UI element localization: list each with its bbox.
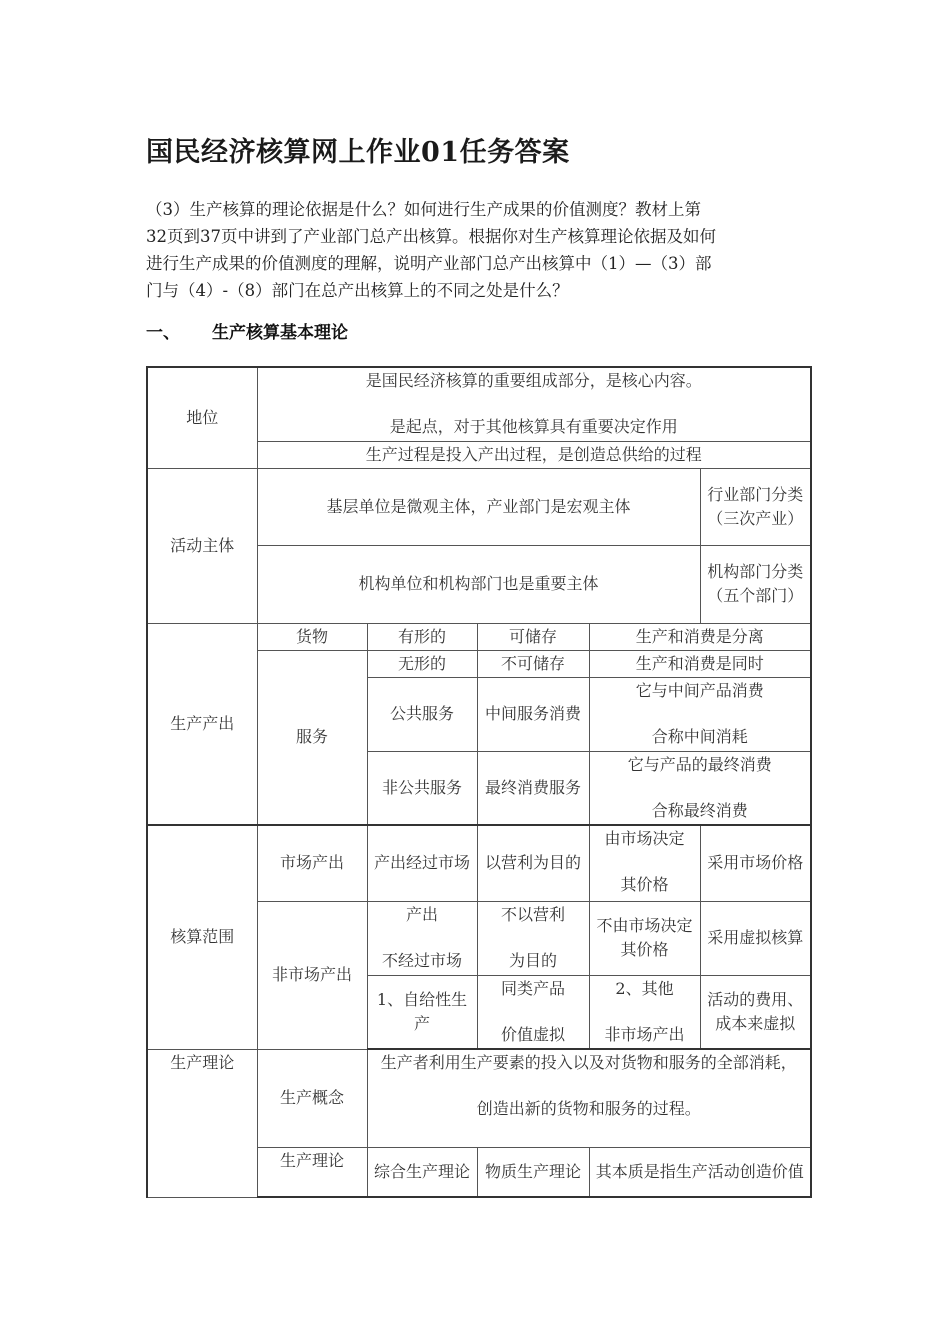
row-label-status: 地位: [147, 367, 257, 468]
services-nonstorable: 不可储存: [477, 650, 589, 677]
question-line: 门与（4）-（8）部门在总产出核算上的不同之处是什么？: [146, 281, 569, 300]
nm-line-2: 不经过市场: [381, 950, 462, 970]
nm-profit-line-1: 不以营利: [500, 904, 565, 924]
question-line: （3）生产核算的理论依据是什么？如何进行生产成果的价值测度？教材上第: [146, 200, 701, 219]
section-title: 生产核算基本理论: [212, 323, 348, 343]
self-production: 1、自给性生产: [367, 975, 477, 1049]
similar-line-2: 价值虚拟: [500, 1024, 565, 1044]
services-simultaneous: 生产和消费是同时: [589, 650, 811, 677]
row-label-actors: 活动主体: [147, 468, 257, 623]
material-theory: 物质生产理论: [477, 1147, 589, 1197]
other-line-1: 2、其他: [615, 978, 674, 998]
intermediate-service-consumption: 中间服务消费: [477, 677, 589, 751]
status-line-2: 是起点，对于其他核算具有重要决定作用: [389, 417, 678, 436]
cost-virtual: 活动的费用、成本来虚拟: [700, 975, 811, 1049]
market-profit: 以营利为目的: [477, 825, 589, 901]
market-through: 产出经过市场: [367, 825, 477, 901]
goods-separated: 生产和消费是分离: [589, 623, 811, 650]
market-price-line-1: 由市场决定: [604, 829, 685, 848]
actors-row2-note: 机构部门分类（五个部门）: [700, 545, 811, 623]
nm-virtual: 采用虚拟核算: [700, 901, 811, 975]
actors-row1-note: 行业部门分类（三次产业）: [700, 468, 811, 545]
row-label-output: 生产产出: [147, 623, 257, 825]
non-market-output: 非市场产出: [257, 901, 367, 1049]
concept-line-2: 创造出新的货物和服务的过程。: [476, 1099, 701, 1118]
goods-cell: 货物: [257, 623, 367, 650]
intermediate-consumption-cell: [589, 677, 811, 751]
similar-products-cell: [477, 975, 589, 1049]
question-line: 32页到37页中讲到了产业部门总产出核算。根据你对生产核算理论依据及如何: [146, 227, 716, 246]
market-pricing: 采用市场价格: [700, 825, 811, 901]
public-services: 公共服务: [367, 677, 477, 751]
theory-label: 生产理论: [257, 1147, 367, 1197]
row-label-scope: 核算范围: [147, 825, 257, 1049]
nm-not-profit-cell: [477, 901, 589, 975]
market-price-line-2: 其价格: [620, 875, 669, 894]
concept-line-1: 生产者利用生产要素的投入以及对货物和服务的全部消耗，: [380, 1053, 797, 1072]
question-paragraph: [146, 196, 814, 304]
theory-essence: 其本质是指生产活动创造价值: [589, 1147, 811, 1197]
goods-tangible: 有形的: [367, 623, 477, 650]
goods-storable: 可储存: [477, 623, 589, 650]
non-public-services: 非公共服务: [367, 751, 477, 825]
document-title: 国民经济核算网上作业01任务答案: [146, 137, 570, 168]
other-nonmarket-cell: [589, 975, 700, 1049]
final-consumption-cell: [589, 751, 811, 825]
actors-row2-text: 机构单位和机构部门也是重要主体: [257, 545, 700, 623]
nm-price: 不由市场决定其价格: [589, 901, 700, 975]
final-line-1: 它与产品的最终消费: [627, 754, 772, 774]
services-intangible: 无形的: [367, 650, 477, 677]
market-price-cell: [589, 825, 700, 901]
similar-line-1: 同类产品: [500, 978, 565, 998]
status-cell: [257, 367, 811, 441]
nm-not-through-cell: [367, 901, 477, 975]
section-heading: [146, 318, 348, 343]
intermediate-line-1: 它与中间产品消费: [635, 680, 764, 700]
comprehensive-theory: 综合生产理论: [367, 1147, 477, 1197]
final-line-2: 合称最终消费: [651, 800, 748, 820]
nm-profit-line-2: 为目的: [508, 950, 557, 970]
section-number: 一、: [146, 323, 180, 343]
services-cell: 服务: [257, 650, 367, 825]
final-consumption-services: 最终消费服务: [477, 751, 589, 825]
concept-label: 生产概念: [257, 1049, 367, 1147]
market-output: 市场产出: [257, 825, 367, 901]
status-line-3: 生产过程是投入产出过程，是创造总供给的过程: [257, 441, 811, 468]
theory-table: [146, 366, 812, 1198]
row-label-theory: 生产理论: [147, 1049, 257, 1197]
other-line-2: 非市场产出: [604, 1024, 685, 1044]
nm-line-1: 产出: [405, 904, 438, 924]
status-line-1: 是国民经济核算的重要组成部分，是核心内容。: [365, 371, 702, 390]
concept-text-cell: [367, 1049, 811, 1147]
actors-row1-text: 基层单位是微观主体，产业部门是宏观主体: [257, 468, 700, 545]
question-line: 进行生产成果的价值测度的理解，说明产业部门总产出核算中（1）—（3）部: [146, 254, 712, 273]
intermediate-line-2: 合称中间消耗: [651, 726, 748, 746]
